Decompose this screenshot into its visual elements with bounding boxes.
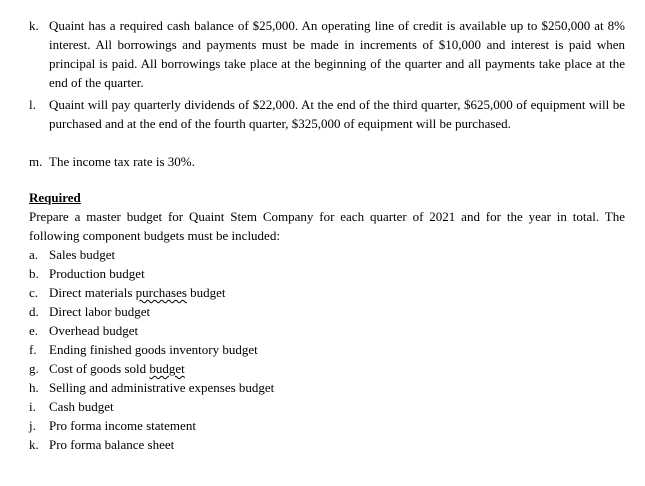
list-item bbox=[29, 321, 429, 340]
list-item bbox=[29, 435, 429, 454]
list-item-label: d. bbox=[29, 304, 39, 319]
list-item-label: a. bbox=[29, 247, 39, 262]
item-label: m. bbox=[29, 154, 43, 169]
item-k bbox=[29, 16, 625, 92]
item-text: Quaint has a required cash balance of $25,000. An operating line of credit is available up to $250,000 at 8% interest. All borrowings and payments must be made in increments of $10,000 and interest is paid when principal is paid. All borrowings take place at the beginning of the quarter and all payments take place at the end of the quarter. bbox=[49, 18, 625, 90]
list-item bbox=[29, 283, 429, 302]
list-item bbox=[29, 302, 429, 321]
list-item-text: Production budget bbox=[49, 266, 145, 281]
list-item-text: Sales budget bbox=[49, 247, 116, 262]
list-item-label: b. bbox=[29, 266, 39, 281]
list-item-label: i. bbox=[29, 399, 36, 414]
budget-list bbox=[29, 245, 429, 454]
list-item bbox=[29, 378, 429, 397]
item-label: k. bbox=[29, 18, 39, 33]
list-item-text-pre: Cost of goods sold bbox=[49, 361, 150, 376]
list-item-text bbox=[49, 283, 226, 302]
spellcheck-underlined-word: purchases bbox=[135, 285, 187, 300]
list-item-label: c. bbox=[29, 285, 39, 300]
list-item-label: k. bbox=[29, 437, 39, 452]
item-l bbox=[29, 95, 625, 133]
list-item-text: Ending finished goods inventory budget bbox=[49, 342, 258, 357]
list-item-text: Direct labor budget bbox=[49, 304, 151, 319]
spellcheck-underlined-word: budget bbox=[149, 361, 185, 376]
list-item-label: h. bbox=[29, 380, 39, 395]
list-item-text: Pro forma income statement bbox=[49, 418, 196, 433]
list-item-text: Pro forma balance sheet bbox=[49, 437, 175, 452]
list-item-text-pre: Direct materials bbox=[49, 285, 136, 300]
item-text: The income tax rate is 30%. bbox=[49, 154, 195, 169]
list-item-text-post: budget bbox=[186, 285, 226, 300]
item-m bbox=[29, 152, 625, 171]
list-item bbox=[29, 340, 429, 359]
item-text: Quaint will pay quarterly dividends of $22,000. At the end of the third quarter, $625,000 of equipment will be purchased and at the end of the fourth quarter, $325,000 of equipment will be purchased. bbox=[49, 97, 625, 131]
list-item bbox=[29, 245, 429, 264]
list-item-text: Selling and administrative expenses budget bbox=[49, 380, 275, 395]
required-paragraph: Prepare a master budget for Quaint Stem Company for each quarter of 2021 and for the year in total. The following component budgets must be included: bbox=[29, 209, 625, 243]
list-item bbox=[29, 359, 429, 378]
list-item-text bbox=[49, 359, 185, 378]
required-heading: Required bbox=[29, 190, 81, 205]
list-item bbox=[29, 416, 429, 435]
item-label: l. bbox=[29, 97, 36, 112]
list-item-text: Overhead budget bbox=[49, 323, 139, 338]
list-item-label: g. bbox=[29, 361, 39, 376]
list-item-label: e. bbox=[29, 323, 39, 338]
list-item-text: Cash budget bbox=[49, 399, 114, 414]
list-item bbox=[29, 397, 429, 416]
list-item-label: f. bbox=[29, 342, 37, 357]
list-item-label: j. bbox=[29, 418, 36, 433]
list-item bbox=[29, 264, 429, 283]
